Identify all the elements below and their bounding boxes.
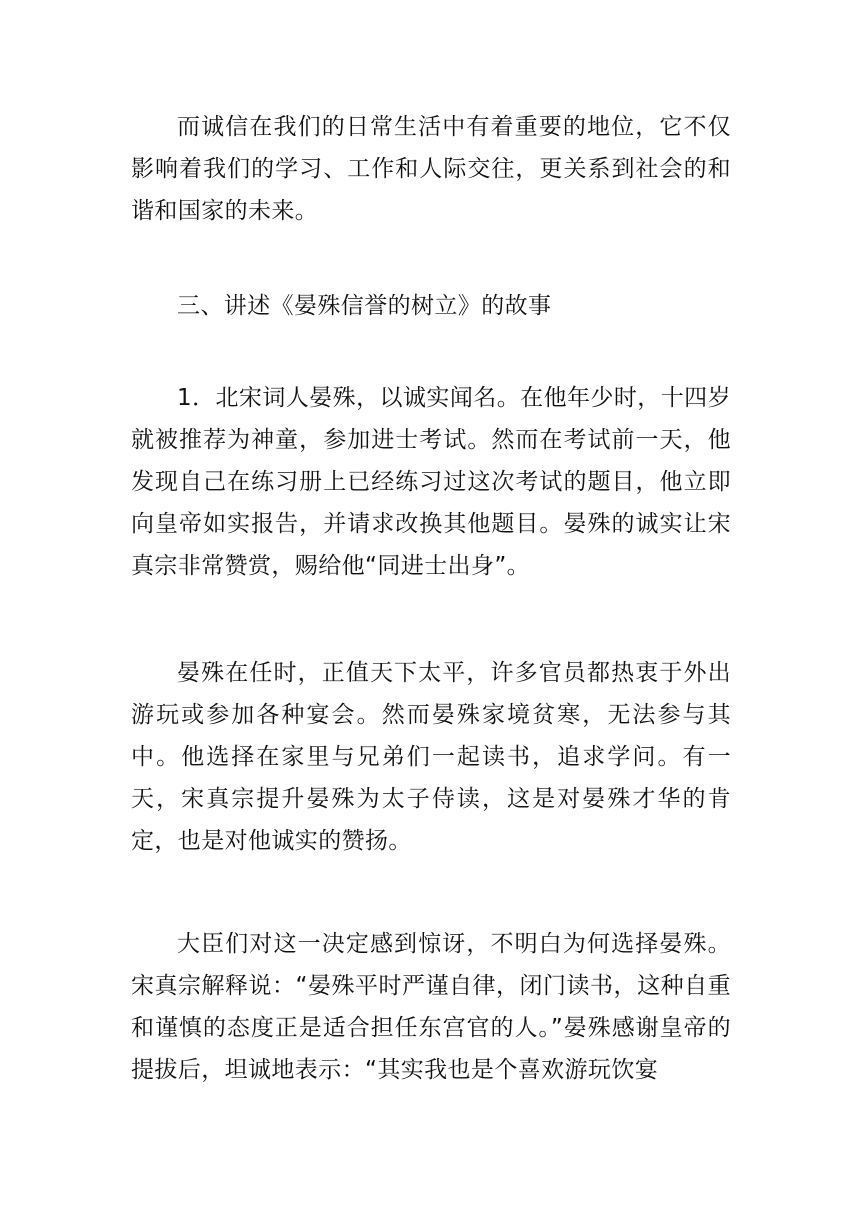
paragraph-importance-of-integrity: 而诚信在我们的日常生活中有着重要的地位，它不仅影响着我们的学习、工作和人际交往，更关系到社会的和谐和国家的未来。 <box>131 114 731 224</box>
paragraph-story-part-1: 1．北宋词人晏殊，以诚实闻名。在他年少时，十四岁就被推荐为神童，参加进士考试。然而在考试前一天，他发现自己在练习册上已经练习过这次考试的题目，他立即向皇帝如实报告，并请求改换其他题目。晏殊的诚实让宋真宗非常赞赏，赐给他“同进士出身”。 <box>131 385 731 579</box>
paragraph-story-part-3: 大臣们对这一决定感到惊讶，不明白为何选择晏殊。宋真宗解释说：“晏殊平时严谨自律，闭门读书，这种自重和谨慎的态度正是适合担任东宫官的人。”晏殊感谢皇帝的提拔后，坦诚地表示：“其实我也是个喜欢游玩饮宴 <box>131 931 731 1083</box>
paragraph-story-part-2: 晏殊在任时，正值天下太平，许多官员都热衷于外出游玩或参加各种宴会。然而晏殊家境贫寒，无法参与其中。他选择在家里与兄弟们一起读书，追求学问。有一天，宋真宗提升晏殊为太子侍读，这是对晏殊才华的肯定，也是对他诚实的赞扬。 <box>131 660 731 854</box>
section-heading-story: 三、讲述《晏殊信誉的树立》的故事 <box>177 293 552 319</box>
